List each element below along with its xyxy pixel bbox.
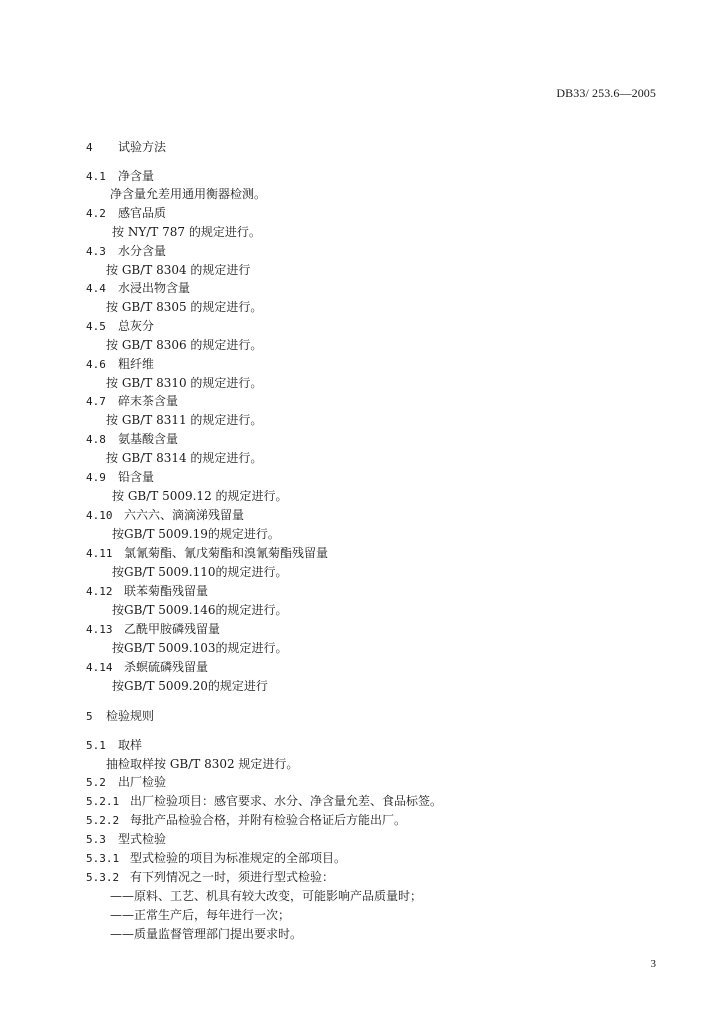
- clause-heading: [86, 737, 142, 754]
- clause-title: 净含量: [118, 169, 155, 183]
- clause-title: 碎末茶含量: [118, 394, 179, 408]
- subclause-number: 5.2.1: [86, 795, 120, 808]
- clause-number: 4.5: [86, 320, 106, 333]
- clause-text: 按GB/T 5009.103的规定进行。: [112, 641, 288, 655]
- subclause: [86, 850, 346, 867]
- clause-text: 按 GB/T 8305 的规定进行。: [106, 300, 263, 314]
- clause-number: 4.13: [86, 623, 113, 636]
- clause-heading: [86, 205, 166, 222]
- section-title: 试验方法: [118, 140, 167, 154]
- clause-title: 氨基酸含量: [118, 432, 179, 446]
- clause-title: 水浸出物含量: [118, 281, 191, 295]
- clause-heading: [86, 280, 190, 297]
- clause-heading: [86, 583, 208, 600]
- clause-number: 4.14: [86, 661, 113, 674]
- clause-text: 净含量允差用通用衡器检测。: [110, 187, 267, 201]
- clause-title: 联苯菊酯残留量: [124, 584, 209, 598]
- clause-number: 4.12: [86, 585, 113, 598]
- clause-number: 4.7: [86, 395, 106, 408]
- section-number: 4: [86, 141, 93, 154]
- clause-heading: [86, 431, 178, 448]
- subclause-text: 每批产品检验合格，并附有检验合格证后方能出厂。: [130, 813, 407, 827]
- clause-text: 按 NY/T 787 的规定进行。: [112, 225, 261, 239]
- clause-number: 4.10: [86, 509, 113, 522]
- clause-text: 按GB/T 5009.146的规定进行。: [112, 603, 288, 617]
- subclause: [86, 869, 334, 886]
- clause-title: 出厂检验: [118, 775, 167, 789]
- section-heading: [86, 139, 166, 156]
- clause-text: 按GB/T 5009.20的规定进行: [112, 679, 268, 693]
- clause-title: 取样: [118, 738, 143, 752]
- clause-title: 铅含量: [118, 470, 155, 484]
- clause-heading: [86, 621, 220, 638]
- clause-heading: [86, 469, 154, 486]
- clause-text: 按 GB/T 8304 的规定进行: [106, 263, 251, 277]
- clause-heading: [86, 168, 154, 185]
- section-title: 检验规则: [106, 709, 155, 723]
- clause-number: 4.9: [86, 471, 106, 484]
- clause-number: 5.2: [86, 776, 106, 789]
- clause-heading: [86, 659, 208, 676]
- clause-number: 4.11: [86, 547, 113, 560]
- clause-number: 4.1: [86, 170, 106, 183]
- clause-heading: [86, 356, 154, 373]
- clause-number: 4.4: [86, 282, 106, 295]
- subclause-number: 5.2.2: [86, 814, 120, 827]
- clause-text: 按GB/T 5009.110的规定进行。: [112, 565, 288, 579]
- subclause-text: 有下列情况之一时，须进行型式检验：: [130, 870, 335, 884]
- clause-title: 水分含量: [118, 244, 167, 258]
- clause-number: 4.6: [86, 358, 106, 371]
- clause-text: 按 GB/T 8310 的规定进行。: [106, 376, 263, 390]
- section-number: 5: [86, 710, 93, 723]
- clause-title: 杀螟硫磷残留量: [124, 660, 209, 674]
- standard-code: DB33/ 253.6—2005: [556, 86, 656, 100]
- subclause: [86, 812, 406, 829]
- clause-text: 按 GB/T 5009.12 的规定进行。: [112, 489, 288, 503]
- clause-heading: [86, 831, 166, 848]
- clause-number: 4.3: [86, 245, 106, 258]
- clause-number: 5.3: [86, 833, 106, 846]
- clause-title: 粗纤维: [118, 357, 155, 371]
- clause-text: 按 GB/T 8314 的规定进行。: [106, 451, 263, 465]
- clause-title: 六六六、滴滴涕残留量: [124, 508, 245, 522]
- clause-text: 按GB/T 5009.19的规定进行。: [112, 527, 280, 541]
- clause-title: 氯氰菊酯、氰戊菊酯和溴氰菊酯残留量: [124, 546, 329, 560]
- list-item: ——正常生产后，每年进行一次；: [110, 908, 291, 922]
- clause-heading: [86, 774, 166, 791]
- list-item: ——质量监督管理部门提出要求时。: [110, 927, 303, 941]
- subclause-number: 5.3.1: [86, 852, 120, 865]
- clause-title: 乙酰甲胺磷残留量: [124, 622, 221, 636]
- clause-title: 型式检验: [118, 832, 167, 846]
- clause-heading: [86, 545, 328, 562]
- clause-number: 4.2: [86, 207, 106, 220]
- clause-heading: [86, 507, 244, 524]
- subclause-text: 出厂检验项目：感官要求、水分、净含量允差、食品标签。: [130, 794, 443, 808]
- clause-text: 抽检取样按 GB/T 8302 规定进行。: [106, 757, 299, 771]
- clause-title: 总灰分: [118, 319, 155, 333]
- clause-heading: [86, 318, 154, 335]
- subclause-text: 型式检验的项目为标准规定的全部项目。: [130, 851, 347, 865]
- clause-number: 4.8: [86, 433, 106, 446]
- clause-text: 按 GB/T 8306 的规定进行。: [106, 338, 263, 352]
- clause-title: 感官品质: [118, 206, 167, 220]
- clause-number: 5.1: [86, 739, 106, 752]
- subclause: [86, 793, 442, 810]
- section-heading: [86, 708, 154, 725]
- clause-heading: [86, 393, 178, 410]
- subclause-number: 5.3.2: [86, 871, 120, 884]
- page-number: 3: [650, 958, 656, 970]
- clause-heading: [86, 243, 166, 260]
- clause-text: 按 GB/T 8311 的规定进行。: [106, 413, 263, 427]
- list-item: ——原料、工艺、机具有较大改变，可能影响产品质量时；: [110, 889, 423, 903]
